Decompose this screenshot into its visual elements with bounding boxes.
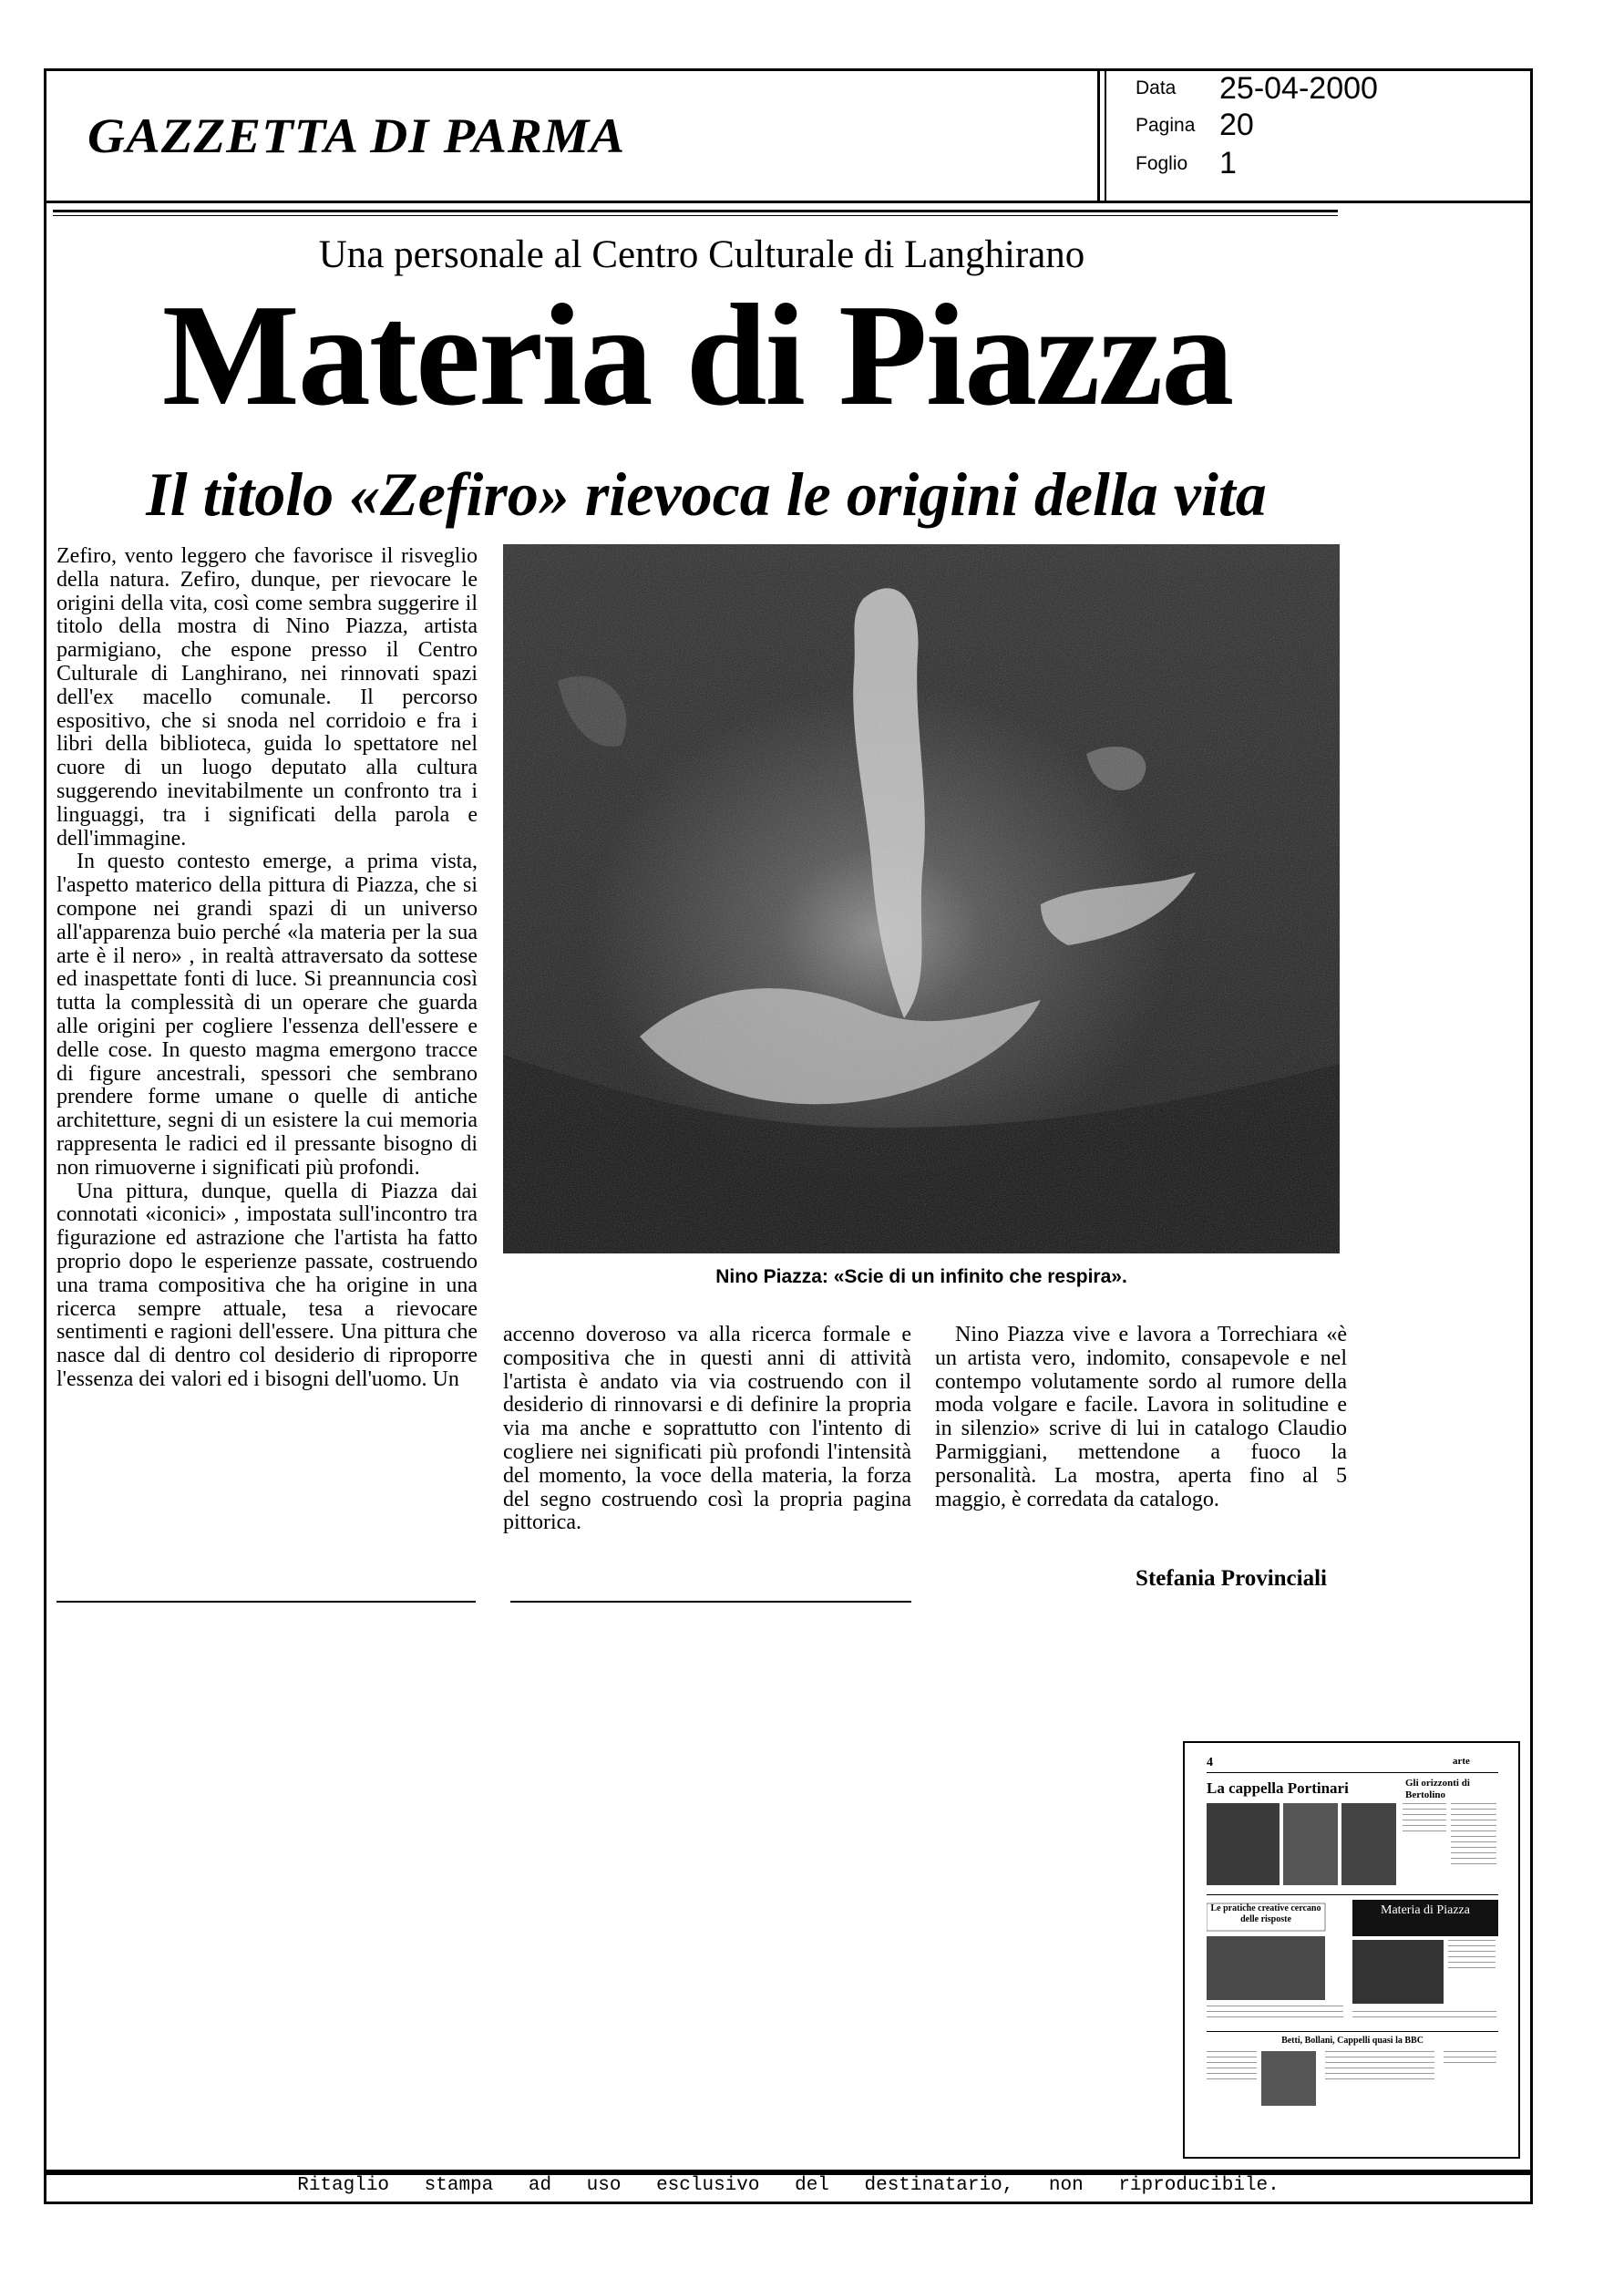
article-column-3	[935, 1324, 1347, 1511]
thumbnail-rule	[1207, 1772, 1498, 1773]
masthead-divider	[1097, 68, 1100, 203]
thumbnail-page-number: 4	[1207, 1756, 1213, 1769]
article-headline: Materia di Piazza	[161, 273, 1233, 436]
byline: Stefania Provinciali	[1136, 1566, 1327, 1591]
thumbnail-section: arte	[1453, 1756, 1470, 1767]
paragraph: Zefiro, vento leggero che favorisce il risveglio della natura. Zefiro, dunque, per rievocare le origini della vita, così come sembra suggerire il titolo della mostra di Nino Piazza, artista parmigiano, che espone presso il Centro Culturale di Langhirano, nei rinnovati spazi dell'ex macello comunale. Il percorso espositivo, che si snoda nel corridoio e fra i libri della biblioteca, guida lo spettatore nel cuore di un luogo deputato alla cultura suggerendo inevitabilmente un confronto tra i linguaggi, tra i significati della parola e dell'immagine.	[57, 544, 478, 851]
pagina-value: 20	[1219, 108, 1254, 142]
article-kicker: Una personale al Centro Culturale di Langhirano	[318, 233, 1085, 276]
paragraph: In questo contesto emerge, a prima vista, l'aspetto materico della pittura di Piazza, che si compone nei grandi spazi di un universo all'apparenza buio perché «la materia per la sua arte è il nero» , in realtà attraversato da sottese ed inaspettate fonti di luce. Si preannuncia così tutta la complessità di un operare che guarda alle origini per cogliere l'essenza dell'essere e delle cose. In questo magma emergono tracce di figure ancestrali, spessori che sembrano prendere forme umane o quelle di antiche architetture, segni di un esistere la cui memoria rappresenta le radici ed il pressante bisogno di non rimuoverne i significati più profondi.	[57, 850, 478, 1180]
paragraph: Nino Piazza vive e lavora a Torrechiara «è un artista vero, indomito, consapevole e nel contempo volutamente sordo al rumore della moda volgare e facile. Lavora in solitudine e in silenzio» scrive di lui in catalogo Claudio Parmiggiani, mettendone a fuoco la personalità. La mostra, aperta fino al 5 maggio, è corredata da catalogo.	[935, 1323, 1347, 1511]
pagina-label: Pagina	[1136, 115, 1196, 136]
data-label: Data	[1136, 77, 1177, 98]
article-subhead: Il titolo «Zefiro» rievoca le origini della vita	[146, 459, 1267, 529]
header-rule	[53, 210, 1338, 212]
artwork-photo	[503, 544, 1340, 1253]
paragraph: accenno doveroso va alla ricerca formale e compositiva che in questi anni di attività l'artista è andato via via costruendo con il desiderio di rinnovarsi e di definire la propria via ma anche e soprattutto con l'intento di cogliere nei significati più profondi l'intensità del momento, la voce della materia, la forza del segno costruendo così la propria pagina pittorica.	[503, 1323, 911, 1535]
photo-caption: Nino Piazza: «Scie di un infinito che respira».	[715, 1266, 1127, 1287]
thumbnail-headline: Betti, Bollani, Cappelli quasi la BBC	[1281, 2036, 1424, 2046]
thumbnail-headline: Materia di Piazza	[1381, 1903, 1470, 1917]
thumbnail-headline: Le pratiche creative cercano delle risposte	[1210, 1903, 1321, 1924]
column-rule	[510, 1601, 911, 1603]
data-value: 25-04-2000	[1219, 71, 1378, 106]
thumbnail-layout	[1207, 1803, 1498, 2148]
article-column-2	[503, 1324, 911, 1535]
newspaper-logo: GAZZETTA DI PARMA	[87, 108, 626, 163]
column-rule	[57, 1601, 476, 1603]
article-column-1	[57, 545, 478, 1392]
foglio-label: Foglio	[1136, 153, 1188, 174]
header-rule	[53, 215, 1338, 216]
thumbnail-headline: La cappella Portinari	[1207, 1779, 1349, 1797]
masthead-divider	[1105, 68, 1106, 203]
thumbnail-headline: Gli orizzonti di Bertolino	[1405, 1778, 1470, 1800]
footer-notice: Ritaglio stampa ad uso esclusivo del destinatario, non riproducibile.	[297, 2175, 1280, 2196]
paragraph: Una pittura, dunque, quella di Piazza dai connotati «iconici» , impostata sull'incontro tra figurazione ed astrazione che l'artista ha fatto proprio dopo le esperienze passate, costruendo una trama compositiva che ha origine in una ricerca sempre attuale, tesa a rievocare sentimenti e ragioni dell'essere. Una pittura che nasce dal di dentro col desiderio di riproporre l'essenza dei valori ed i bisogni dell'uomo. Un	[57, 1179, 478, 1391]
foglio-value: 1	[1219, 146, 1237, 180]
page-thumbnail	[1183, 1741, 1520, 2159]
